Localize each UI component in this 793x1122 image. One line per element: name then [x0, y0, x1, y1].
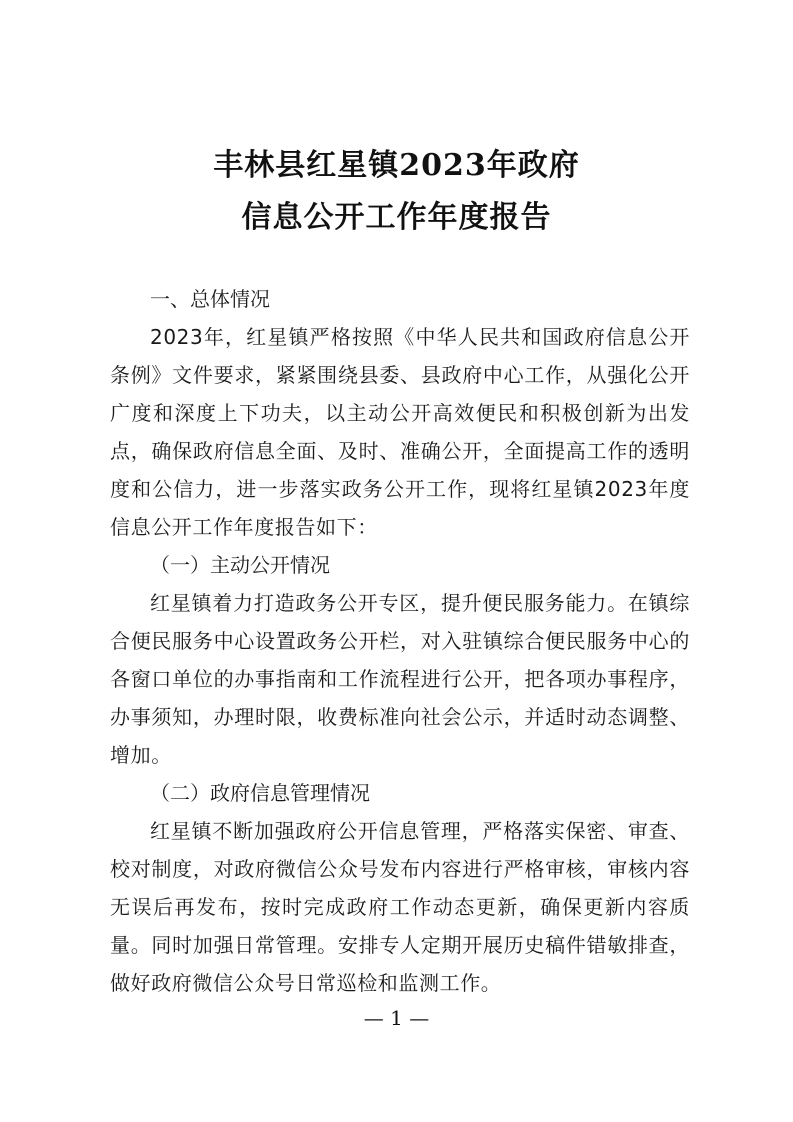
section-paragraph-overview: 2023年，红星镇严格按照《中华人民共和国政府信息公开条例》文件要求，紧紧围绕县委、县政府中心工作，从强化公开广度和深度上下功夫，以主动公开高效便民和积极创新为出发点，确保政府信息全面、及时、准确公开，全面提高工作的透明度和公信力，进一步落实政务公开工作，现将红星镇2023年度信息公开工作年度报告如下： — [110, 325, 690, 539]
section-paragraph-active-disclosure: 红星镇着力打造政务公开专区，提升便民服务能力。在镇综合便民服务中心设置政务公开栏，对入驻镇综合便民服务中心的各窗口单位的办事指南和工作流程进行公开，把各项办事程序，办事须知，办理时限，收费标准向社会公示，并适时动态调整、增加。 — [110, 591, 690, 767]
document-title-line-2: 信息公开工作年度报告 — [241, 200, 552, 235]
section-heading-overview: 一、总体情况 — [150, 287, 270, 311]
page-number: — 1 — — [363, 1006, 430, 1030]
section-heading-info-management: （二）政府信息管理情况 — [150, 781, 370, 805]
section-paragraph-info-management: 红星镇不断加强政府公开信息管理，严格落实保密、审查、校对制度，对政府微信公众号发布内容进行严格审核，审核内容无误后再发布，按时完成政府工作动态更新，确保更新内容质量。同时加强日常管理。安排专人定期开展历史稿件错敏排查，做好政府微信公众号日常巡检和监测工作。 — [110, 819, 690, 995]
document-title-line-1: 丰林县红星镇2023年政府 — [213, 148, 580, 183]
document-body — [110, 280, 690, 1002]
section-heading-active-disclosure: （一）主动公开情况 — [150, 553, 330, 577]
